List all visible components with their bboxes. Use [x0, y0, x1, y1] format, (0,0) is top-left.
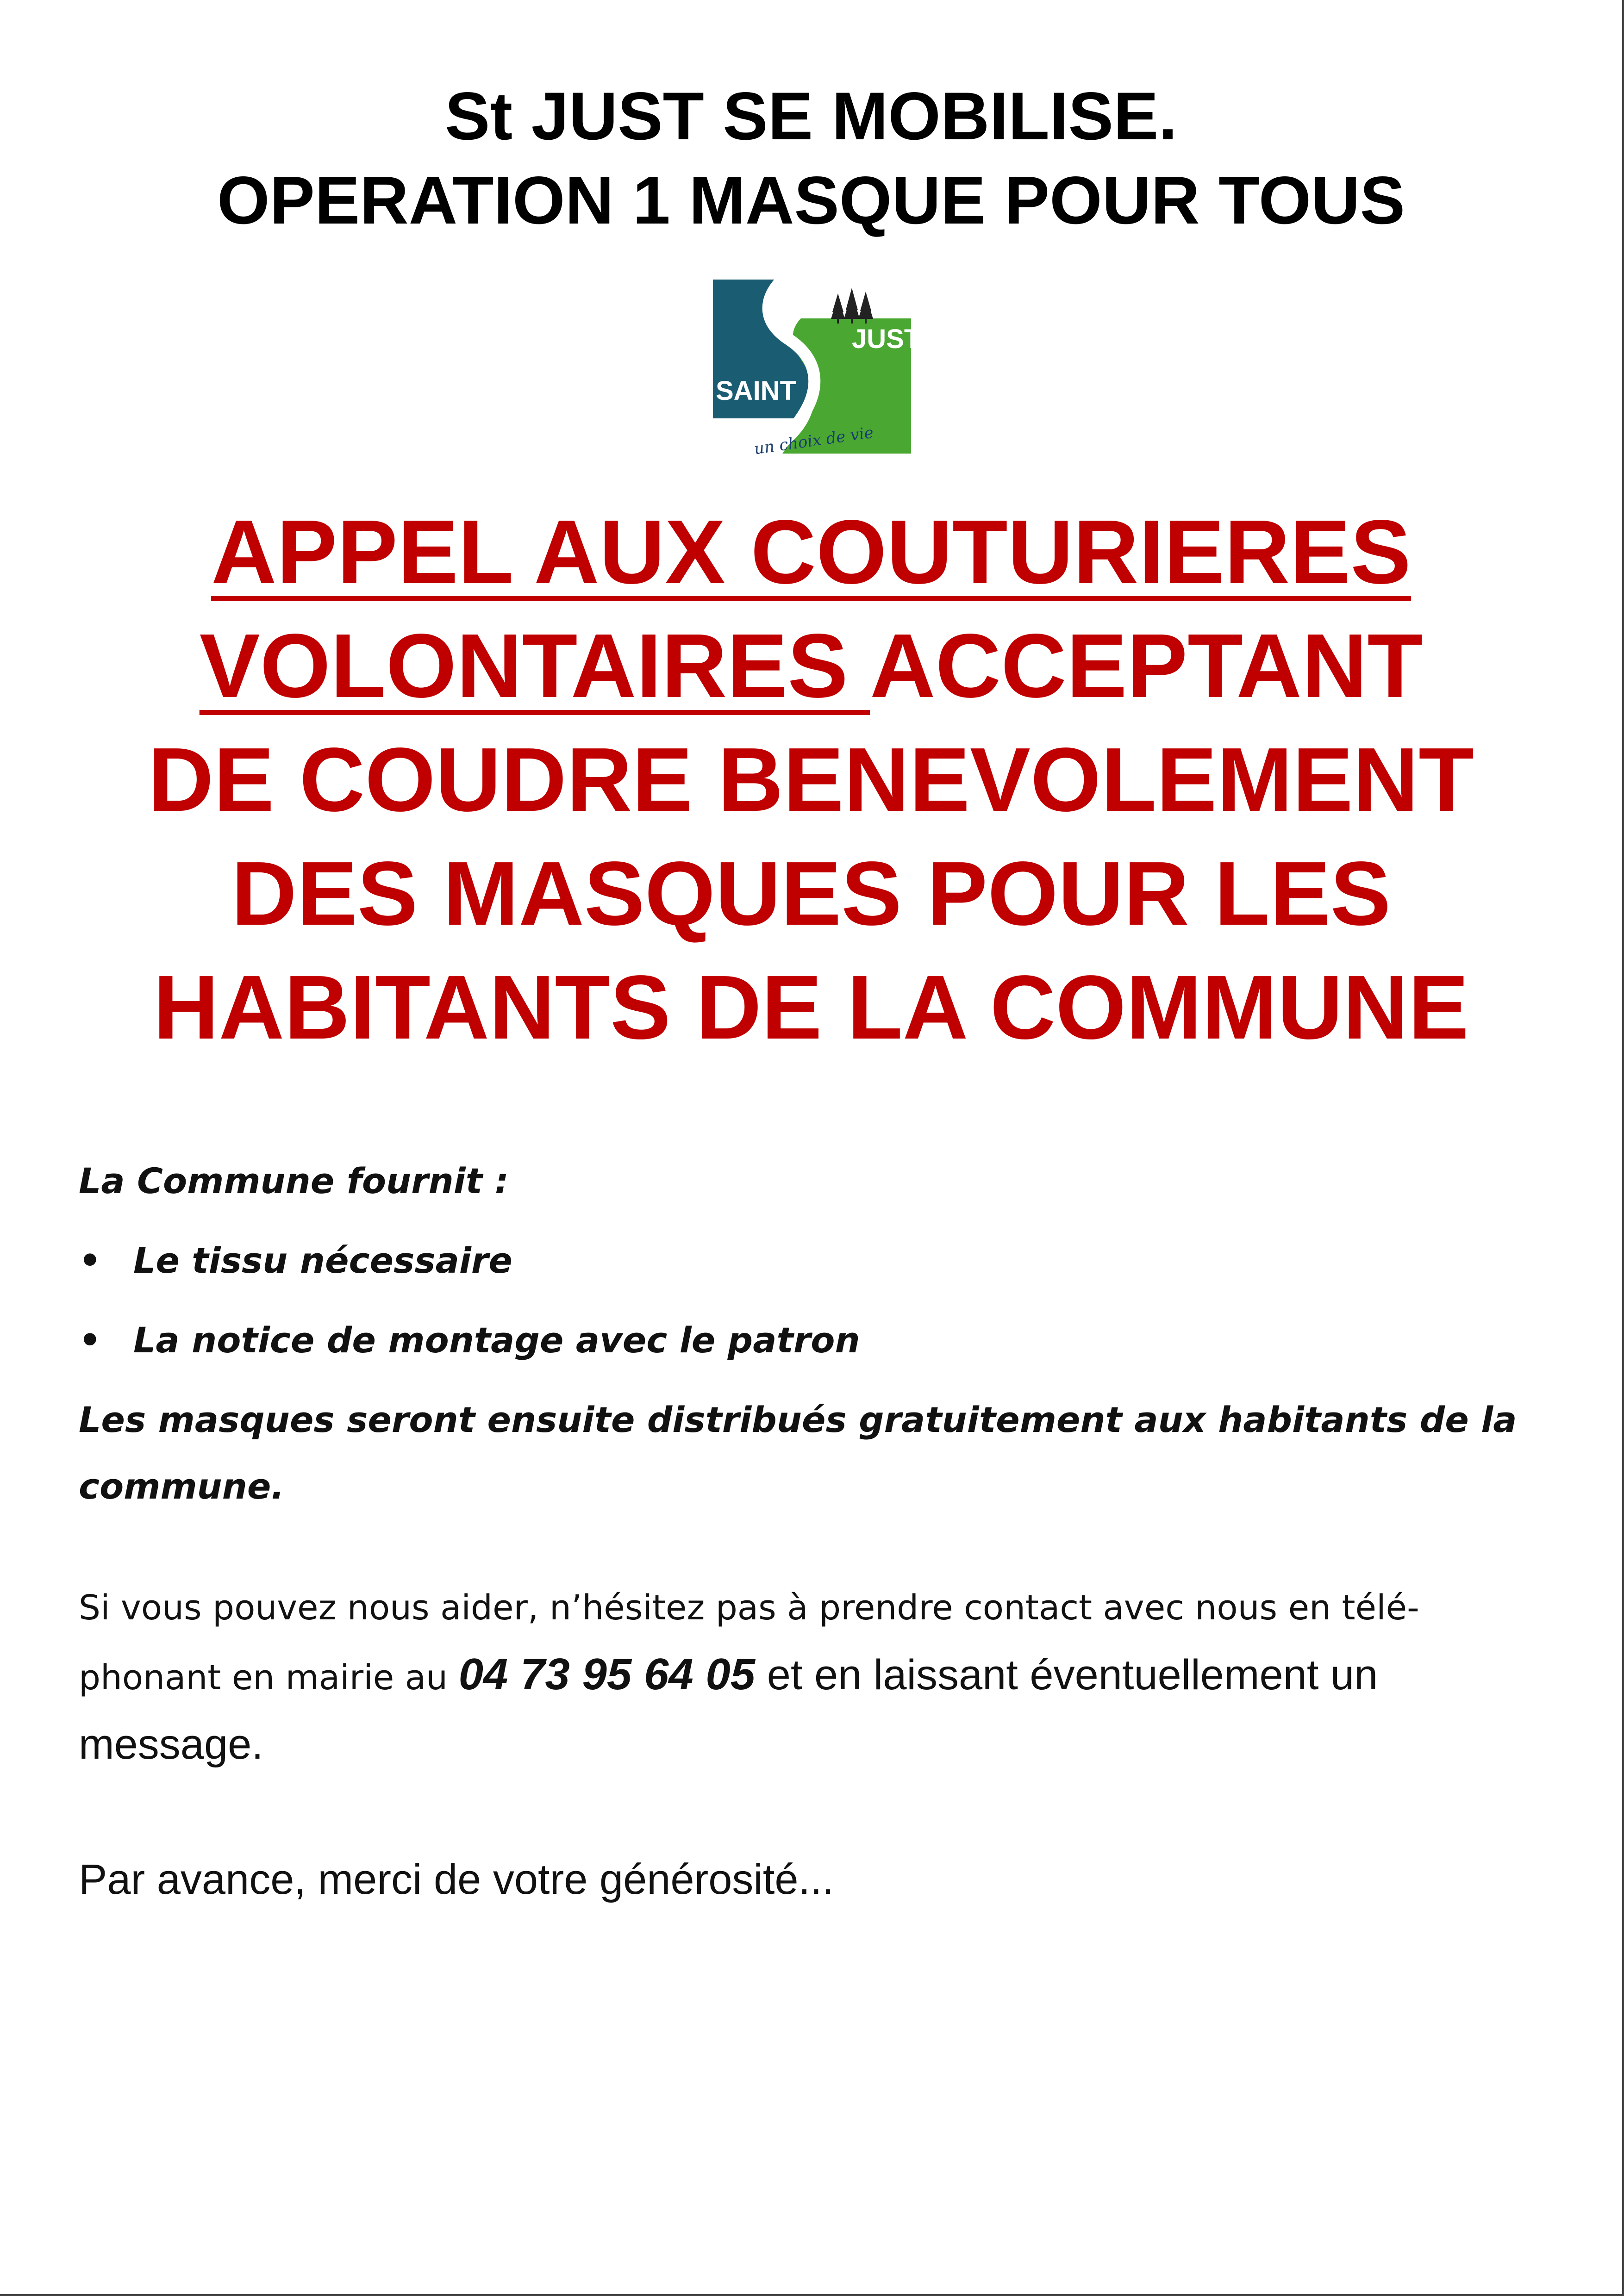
poster-body: [79, 1148, 1551, 1913]
list-item-text: Le tissu nécessaire: [133, 1240, 512, 1281]
distribution-line-1: Les masques seront ensuite distribués gratuitement aux habitants de la: [79, 1399, 1517, 1440]
poster-header: [0, 74, 1622, 243]
volunteer-appeal: [0, 495, 1622, 1064]
appeal-line-3: DE COUDRE BENEVOLEMENT: [148, 729, 1474, 830]
appeal-line-1: APPEL AUX COUTURIERES: [211, 501, 1411, 603]
contact-line-2-end: et en laissant éventuellement un: [755, 1651, 1378, 1699]
provided-items-list: [79, 1227, 1551, 1374]
provides-label: La Commune fournit :: [79, 1160, 509, 1201]
list-item: [79, 1307, 1551, 1374]
header-line-2: OPERATION 1 MASQUE POUR TOUS: [217, 162, 1405, 238]
phone-number: 04 73 95 64 05: [458, 1649, 756, 1699]
appeal-line-2-underlined: VOLONTAIRES: [199, 615, 870, 716]
bullet-icon: •: [79, 1319, 101, 1361]
contact-line-2: [79, 1641, 1551, 1711]
saint-just-logo: [713, 280, 921, 459]
appeal-line-4: DES MASQUES POUR LES: [231, 843, 1391, 944]
appeal-line-2: [0, 609, 1622, 723]
appeal-line-2-rest: ACCEPTANT: [870, 615, 1423, 716]
logo-word-saint: SAINT: [716, 376, 796, 406]
contact-line-1: Si vous pouvez nous aider, n’hésitez pas à prendre contact avec nous en télé-: [79, 1588, 1419, 1628]
distribution-line-2: commune.: [79, 1466, 285, 1507]
contact-line-2-start: phonant en mairie au: [79, 1658, 459, 1698]
list-item-text: La notice de montage avec le patron: [133, 1319, 860, 1361]
bullet-icon: •: [79, 1240, 101, 1281]
list-item: [79, 1227, 1551, 1294]
contact-line-3: message.: [79, 1721, 263, 1768]
logo-tagline: un choix de vie: [753, 423, 875, 459]
logo-word-just: JUST: [852, 324, 921, 354]
header-line-1: St JUST SE MOBILISE.: [445, 78, 1177, 154]
appeal-line-5: HABITANTS DE LA COMMUNE: [153, 957, 1469, 1058]
thanks-line: Par avance, merci de votre générosité...: [79, 1856, 834, 1903]
